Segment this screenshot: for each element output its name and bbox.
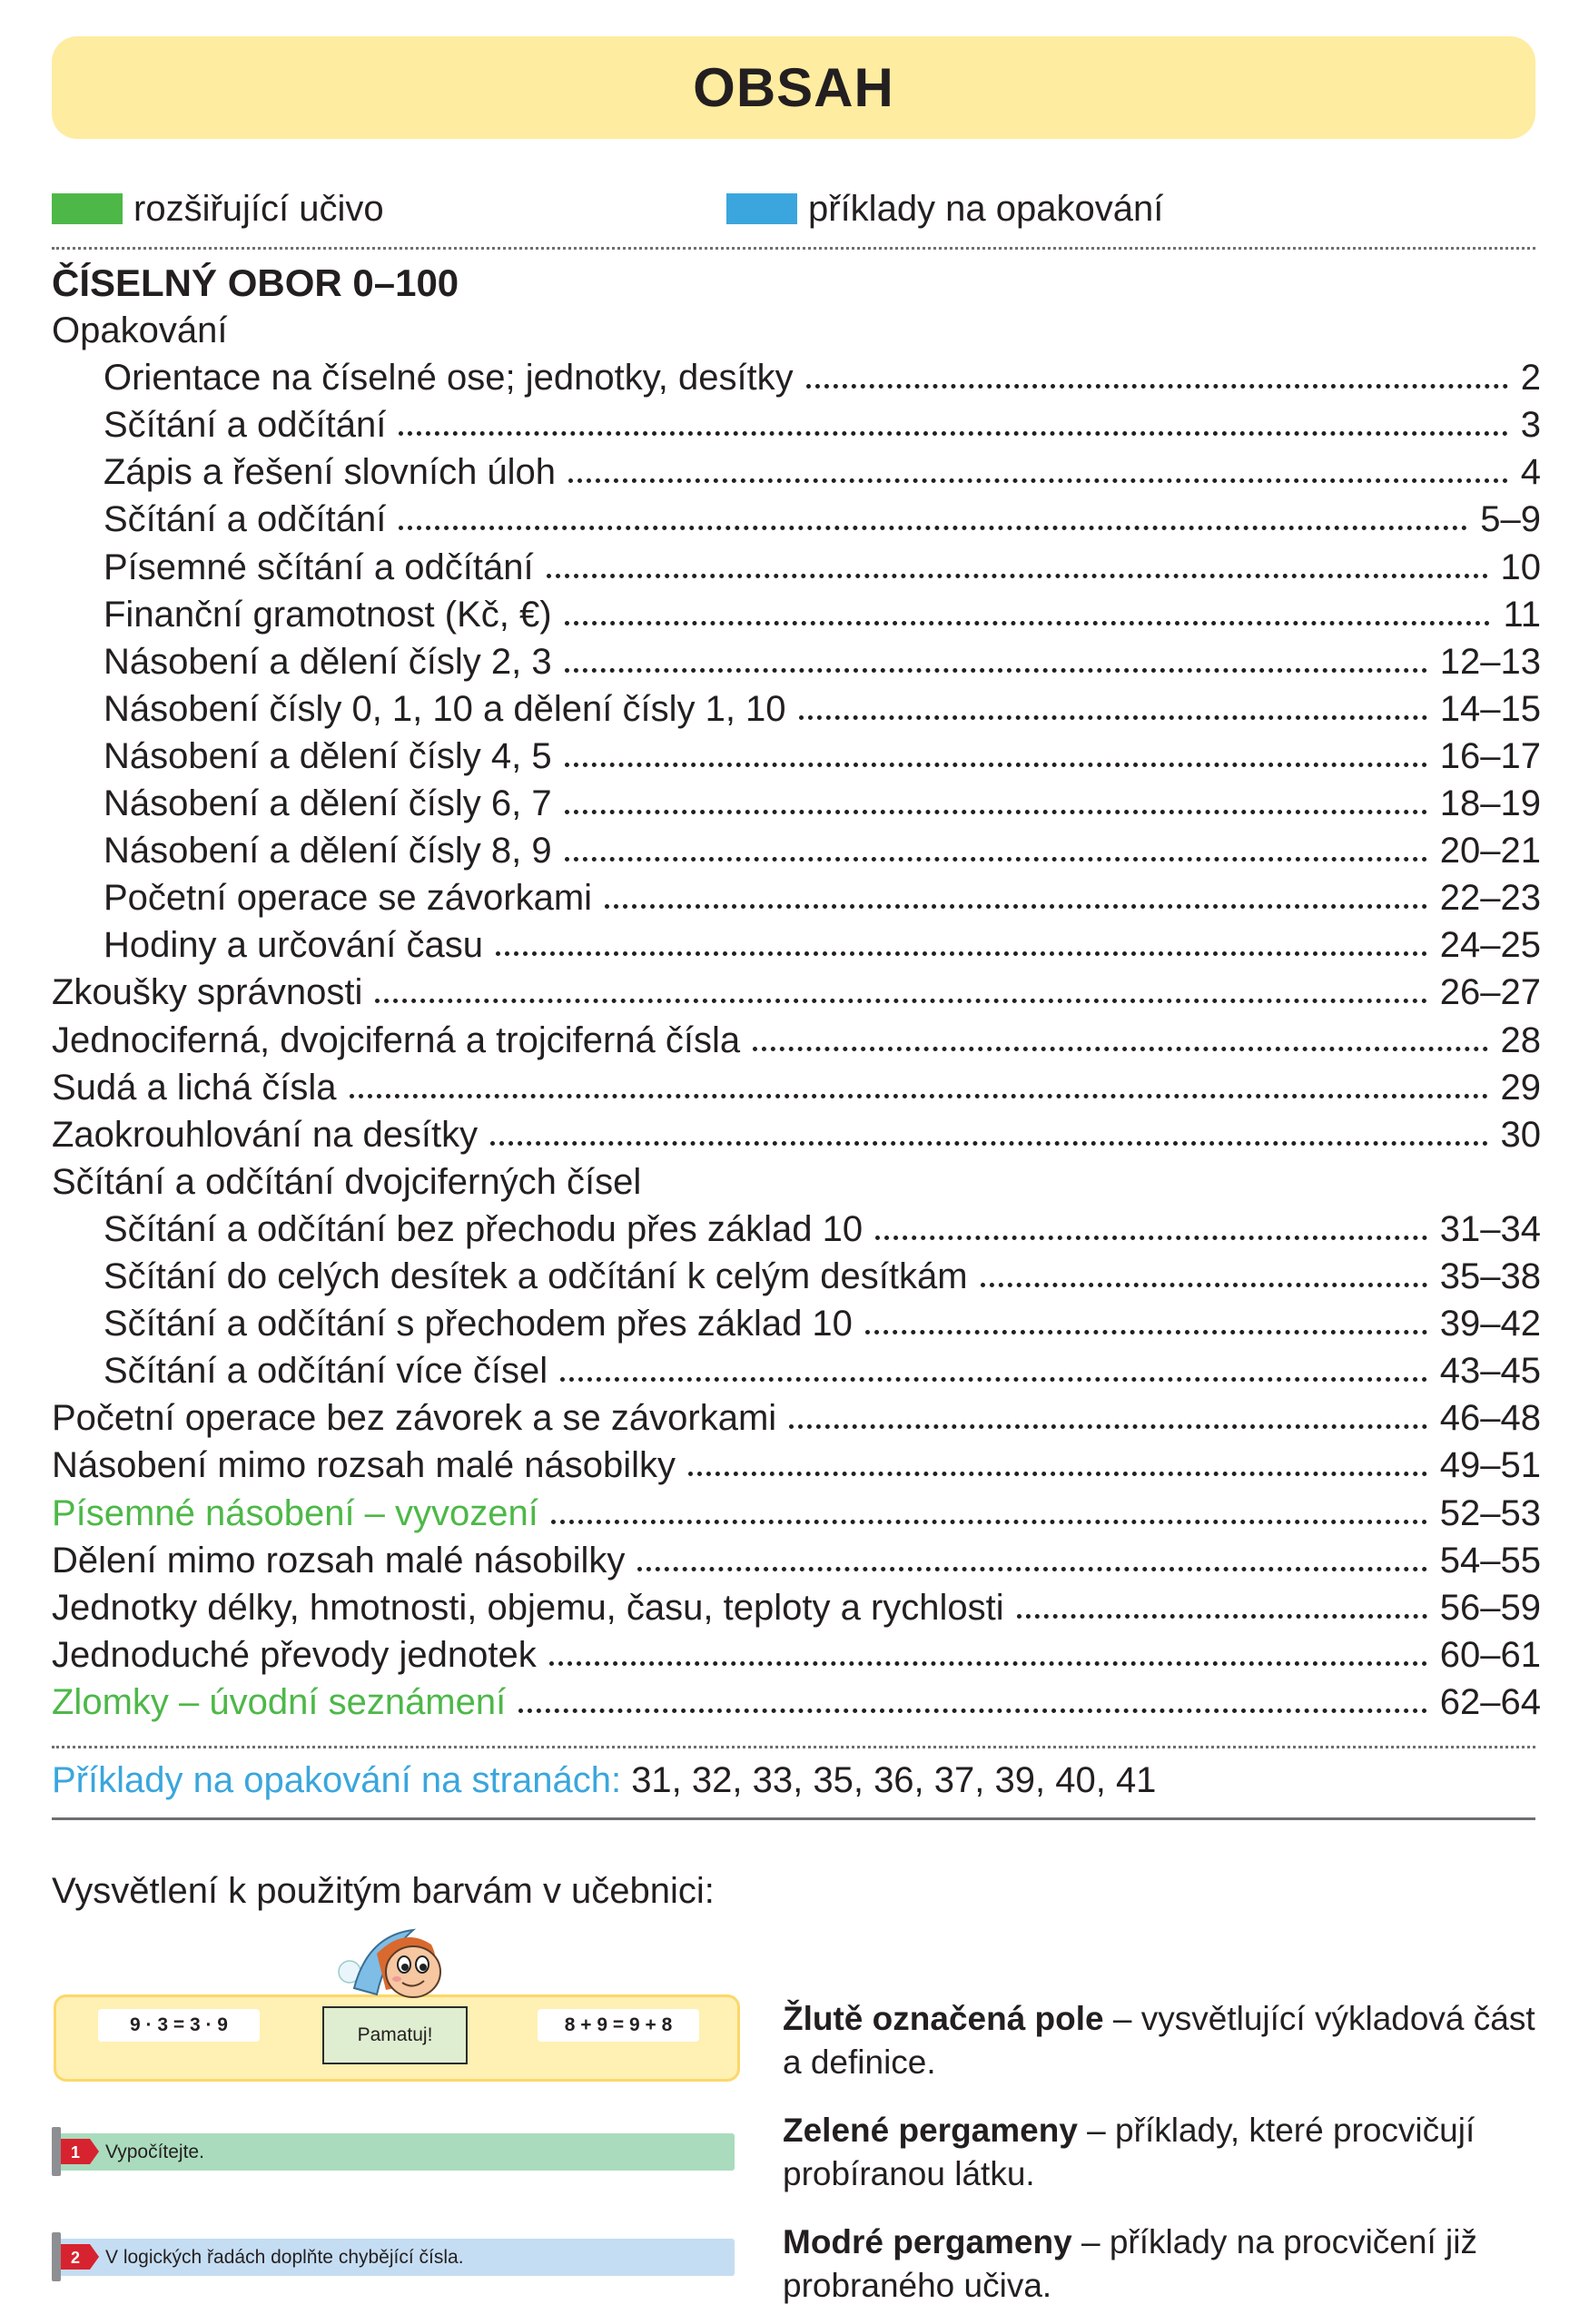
toc-entry[interactable] xyxy=(0,1679,1589,1726)
toc-entry-label: Zlomky – úvodní seznámení xyxy=(52,1681,507,1722)
toc-entry-label: Sčítání a odčítání xyxy=(104,499,387,540)
toc-entry-label: Finanční gramotnost (Kč, €) xyxy=(104,594,552,635)
toc-entry[interactable] xyxy=(0,1490,1589,1537)
toc-entry-page: 31–34 xyxy=(1439,1208,1541,1249)
exercise-number: 1 xyxy=(70,2143,81,2162)
exercise-number-tag-icon xyxy=(61,2139,99,2164)
toc-entry-label: Sčítání a odčítání xyxy=(104,405,387,446)
left-equation: 9 · 3 = 3 · 9 xyxy=(98,2009,260,2042)
toc-entry-page: 22–23 xyxy=(1439,878,1541,919)
blue-swatch-icon xyxy=(726,193,797,224)
toc-entry[interactable] xyxy=(0,354,1589,401)
toc-entry-page: 60–61 xyxy=(1439,1634,1541,1675)
toc-entry[interactable] xyxy=(0,544,1589,591)
toc-entry[interactable] xyxy=(0,1206,1589,1253)
toc-entry[interactable] xyxy=(0,1347,1589,1394)
dot-leader-line xyxy=(399,526,1467,530)
toc-entry-label: Jednotky délky, hmotnosti, objemu, času, teploty a rychlosti xyxy=(52,1587,1004,1628)
toc-entry-label: Jednoduché převody jednotek xyxy=(52,1634,537,1675)
dot-leader-line xyxy=(565,857,1427,862)
toc-entry[interactable] xyxy=(0,591,1589,638)
dot-leader-line xyxy=(496,951,1427,956)
toc-entry-page: 39–42 xyxy=(1439,1304,1541,1344)
description-text: – příklady na procvičení již probraného učiva. xyxy=(783,2223,1477,2304)
toc-entry-label: Násobení a dělení čísly 6, 7 xyxy=(104,783,552,823)
legend-extended-curriculum xyxy=(52,187,384,231)
toc-entry-page: 3 xyxy=(1520,405,1541,446)
toc-entry-page: 18–19 xyxy=(1439,783,1541,823)
toc-entry[interactable] xyxy=(0,827,1589,874)
review-pages-line xyxy=(52,1757,1156,1804)
dot-leader-line xyxy=(551,1520,1427,1524)
toc-entry[interactable] xyxy=(0,1442,1589,1489)
toc-entry-page: 43–45 xyxy=(1439,1351,1541,1392)
toc-entry-page: 29 xyxy=(1500,1067,1541,1108)
dot-leader-line xyxy=(568,478,1508,483)
toc-entry-label: Orientace na číselné ose; jednotky, desítky xyxy=(104,358,794,399)
toc-entry[interactable] xyxy=(0,1300,1589,1347)
toc-entry-label: Násobení a dělení čísly 8, 9 xyxy=(104,831,552,872)
exercise-instruction: Vypočítejte. xyxy=(105,2142,204,2162)
toc-entry[interactable] xyxy=(0,638,1589,685)
dot-leader-line xyxy=(1017,1614,1427,1619)
dot-leader-line xyxy=(547,574,1488,578)
section-heading: ČÍSELNÝ OBOR 0–100 xyxy=(52,261,459,304)
solid-divider xyxy=(52,1817,1535,1820)
toc-entry[interactable] xyxy=(0,1253,1589,1300)
dot-leader-line xyxy=(565,810,1427,814)
legend-review-exercises xyxy=(726,187,1163,231)
page-title: OBSAH xyxy=(693,57,894,118)
exercise-number: 2 xyxy=(70,2249,81,2267)
toc-entry-label: Hodiny a určování času xyxy=(104,925,484,966)
toc-entry-label: Násobení čísly 0, 1, 10 a dělení čísly 1, 10 xyxy=(104,688,786,729)
toc-entry[interactable] xyxy=(0,685,1589,733)
dot-leader-line xyxy=(399,431,1507,436)
toc-entry-label: Písemné sčítání a odčítání xyxy=(104,547,534,587)
dot-leader-line xyxy=(637,1567,1426,1571)
description-yellow xyxy=(783,1997,1545,2084)
toc-entry-label: Početní operace se závorkami xyxy=(104,878,593,919)
green-exercise-band xyxy=(58,2133,735,2171)
dot-leader-line xyxy=(753,1047,1487,1051)
toc-entry-page: 2 xyxy=(1520,358,1541,399)
dot-leader-line xyxy=(981,1283,1427,1287)
toc-entry[interactable] xyxy=(0,448,1589,496)
toc-entry-page: 62–64 xyxy=(1439,1681,1541,1722)
dot-leader-line xyxy=(518,1709,1427,1713)
sign-text: Pamatuj! xyxy=(357,2024,433,2045)
toc-entry[interactable] xyxy=(0,1631,1589,1679)
toc-entry-page: 35–38 xyxy=(1439,1256,1541,1296)
description-green xyxy=(783,2109,1545,2196)
green-swatch-icon xyxy=(52,193,123,224)
toc-entry[interactable] xyxy=(0,1584,1589,1631)
toc-entry-label: Násobení a dělení čísly 2, 3 xyxy=(104,641,552,682)
legend-label: příklady na opakování xyxy=(808,189,1164,229)
review-label: Příklady na opakování na stranách: xyxy=(52,1760,622,1800)
mascot-boy-icon xyxy=(313,1917,468,2006)
toc-entry-page: 54–55 xyxy=(1439,1540,1541,1581)
post-icon xyxy=(52,2127,61,2176)
toc-entry-page: 10 xyxy=(1500,547,1541,587)
toc-entry-page: 16–17 xyxy=(1439,735,1541,776)
toc-entry[interactable] xyxy=(0,401,1589,448)
post-icon xyxy=(52,2232,61,2281)
description-term: Modré pergameny xyxy=(783,2223,1072,2260)
toc-entry-page: 5–9 xyxy=(1480,499,1541,540)
toc-entry-page: 11 xyxy=(1503,594,1541,635)
exercise-instruction: V logických řadách doplňte chybějící čísla. xyxy=(105,2247,464,2268)
dot-leader-line xyxy=(565,763,1427,767)
description-term: Zelené pergameny xyxy=(783,2112,1078,2149)
toc-entry-label: Násobení a dělení čísly 4, 5 xyxy=(104,735,552,776)
toc-entry-label: Sčítání a odčítání dvojciferných čísel xyxy=(52,1161,642,1202)
toc-entry-label: Písemné násobení – vyvození xyxy=(52,1492,538,1533)
blue-exercise-band xyxy=(58,2239,735,2276)
description-text: – příklady, které procvičují probíranou látku. xyxy=(783,2112,1476,2192)
toc-entry-label: Sčítání a odčítání bez přechodu přes základ 10 xyxy=(104,1208,864,1249)
toc-entry[interactable] xyxy=(0,1158,1589,1206)
toc-entry-label: Sčítání a odčítání více čísel xyxy=(104,1351,548,1392)
title-banner xyxy=(52,36,1535,139)
dot-leader-line xyxy=(560,1377,1427,1382)
toc-entry-page: 24–25 xyxy=(1439,925,1541,966)
dot-leader-line xyxy=(350,1094,1488,1098)
toc-entry-label: Dělení mimo rozsah malé násobilky xyxy=(52,1540,626,1581)
dot-leader-line xyxy=(799,715,1427,720)
toc-entry-page: 46–48 xyxy=(1439,1398,1541,1439)
description-term: Žlutě označená pole xyxy=(783,2000,1104,2037)
toc-entry-page: 14–15 xyxy=(1439,688,1541,729)
toc-entry-label: Zápis a řešení slovních úloh xyxy=(104,452,557,493)
toc-entry-label: Sudá a lichá čísla xyxy=(52,1067,337,1108)
toc-entry[interactable] xyxy=(0,969,1589,1016)
toc-entry[interactable] xyxy=(0,496,1589,543)
toc-entry[interactable] xyxy=(0,1111,1589,1158)
toc-entry-page: 52–53 xyxy=(1439,1492,1541,1533)
toc-entry-label: Zkoušky správnosti xyxy=(52,972,363,1013)
toc-entry-page: 4 xyxy=(1520,452,1541,493)
toc-entry-label: Opakování xyxy=(52,310,228,350)
exercise-number-tag-icon xyxy=(61,2244,99,2270)
toc-entry[interactable] xyxy=(0,921,1589,969)
toc-entry-label: Násobení mimo rozsah malé násobilky xyxy=(52,1445,676,1486)
dot-leader-line xyxy=(549,1661,1427,1666)
toc-entry[interactable] xyxy=(0,780,1589,827)
toc-entry-page: 49–51 xyxy=(1439,1445,1541,1486)
dot-leader-line xyxy=(375,999,1426,1003)
toc-entry-page: 26–27 xyxy=(1439,972,1541,1013)
dot-leader-line xyxy=(565,668,1427,673)
toc-entry-page: 20–21 xyxy=(1439,831,1541,872)
description-blue xyxy=(783,2221,1545,2308)
dot-leader-line xyxy=(490,1141,1487,1146)
toc-entry-label: Početní operace bez závorek a se závorkami xyxy=(52,1398,777,1439)
toc-entry-page: 30 xyxy=(1500,1114,1541,1155)
right-equation: 8 + 9 = 9 + 8 xyxy=(538,2009,699,2042)
dot-leader-line xyxy=(806,384,1508,389)
toc-entry-page: 12–13 xyxy=(1439,641,1541,682)
description-text: – vysvětlující výkladová část a definice. xyxy=(783,2000,1535,2081)
review-pages: 31, 32, 33, 35, 36, 37, 39, 40, 41 xyxy=(631,1760,1157,1800)
dot-leader-line xyxy=(875,1236,1427,1240)
toc-entry-page: 28 xyxy=(1500,1019,1541,1060)
toc-entry[interactable] xyxy=(0,1064,1589,1111)
dot-leader-line xyxy=(565,621,1491,625)
toc-entry[interactable] xyxy=(0,1017,1589,1064)
toc-entry[interactable] xyxy=(0,1537,1589,1584)
remember-sign xyxy=(322,2006,468,2064)
toc-entry[interactable] xyxy=(0,733,1589,780)
toc-entry-label: Sčítání a odčítání s přechodem přes základ 10 xyxy=(104,1304,853,1344)
dot-leader-line xyxy=(789,1424,1427,1429)
toc-entry-page: 56–59 xyxy=(1439,1587,1541,1628)
dot-leader-line xyxy=(688,1472,1427,1476)
dotted-divider xyxy=(52,247,1535,250)
dot-leader-line xyxy=(605,904,1427,909)
dot-leader-line xyxy=(865,1330,1427,1334)
toc-entry-label: Sčítání do celých desítek a odčítání k celým desítkám xyxy=(104,1256,968,1296)
dotted-divider xyxy=(52,1746,1535,1748)
legend-label: rozšiřující učivo xyxy=(133,189,384,229)
explanation-title: Vysvětlení k použitým barvám v učebnici: xyxy=(52,1871,715,1911)
toc-entry-label: Jednociferná, dvojciferná a trojciferná čísla xyxy=(52,1019,741,1060)
toc-entry[interactable] xyxy=(0,307,1589,354)
toc-entry[interactable] xyxy=(0,1394,1589,1442)
toc-entry[interactable] xyxy=(0,874,1589,921)
toc-entry-label: Zaokrouhlování na desítky xyxy=(52,1114,479,1155)
